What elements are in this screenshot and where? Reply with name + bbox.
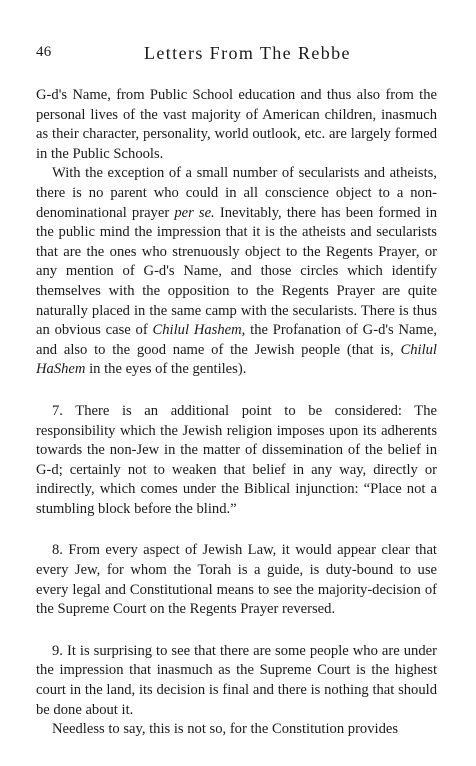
italic-term: per se.	[174, 204, 215, 221]
text-run: With the exception of a small number of secularists and atheists, there is no parent who could in all conscience object to a non-denominational prayer	[36, 165, 437, 221]
text-run: in the eyes of the gentiles).	[85, 361, 247, 378]
body-text	[36, 86, 437, 740]
paragraph-needless: Needless to say, this is not so, for the Constitution provides	[52, 721, 399, 738]
page-number: 46	[36, 44, 52, 60]
page-header	[36, 44, 436, 68]
text-run: Inevitably, there has been formed in the public mind the impression that it is the atheists and secularists that are the ones who strenuously object to the Regents Prayer, or any mention of G-d's Name, and those circles which identify themselves with the opposition to the Regents Prayer are quite naturally placed in the same camp with the secularists. There is thus an obvious case of	[36, 204, 437, 339]
text-run: the Profanation of G-d's Name, and also to the good name of the Jewish people (that is,	[36, 322, 437, 358]
italic-term: Chilul HaShem	[36, 341, 437, 378]
paragraph-continuation: G-d's Name, from Public School education and thus also from the personal lives of the vast majority of American children, inasmuch as their character, personality, world outlook, etc. are largely formed in the Public Schools.	[36, 87, 437, 162]
paragraph-point-7: 7. There is an additional point to be considered: The responsibility which the Jewish religion imposes upon its adherents towards the non-Jew in the matter of dissemination of the belief in G-d; certainly not to weaken that belief in any way, directly or indirectly, which comes under the Biblical injunction: “Place not a stumbling block before the blind.”	[36, 402, 437, 517]
running-title: Letters From The Rebbe	[144, 43, 351, 63]
italic-term: Chilul Hashem,	[152, 322, 246, 339]
paragraph-point-9: 9. It is surprising to see that there are some people who are under the impression that inasmuch as the Supreme Court is the highest court in the land, its decision is final and there is nothing that should be done about it.	[36, 642, 437, 718]
paragraph-point-8: 8. From every aspect of Jewish Law, it would appear clear that every Jew, for whom the Torah is a guide, is duty-bound to use every legal and Constitutional means to see the majority-decision of the Supreme Court on the Regents Prayer reversed.	[36, 542, 437, 618]
paragraph-secularists	[36, 164, 437, 380]
